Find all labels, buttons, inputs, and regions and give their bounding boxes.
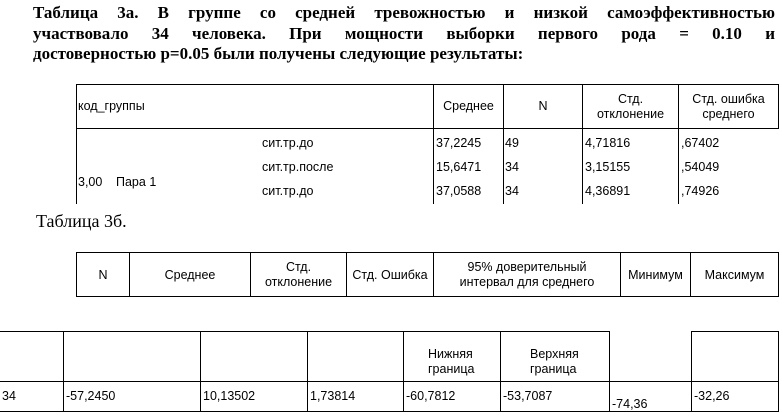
table-3a-header-bottom bbox=[76, 128, 779, 129]
table-3b-top-border bbox=[76, 252, 779, 253]
table-3b-header-ci-1: 95% доверительный bbox=[467, 260, 587, 274]
table-3c-top-border bbox=[0, 331, 610, 332]
table-3a-header-se-2: среднего bbox=[702, 107, 755, 121]
table-3a-row-std: 4,71816 bbox=[585, 136, 631, 150]
table-3a-row-std: 3,15155 bbox=[585, 160, 631, 174]
table-3b-bottom-border bbox=[76, 296, 779, 297]
table-3a-row-n: 49 bbox=[505, 136, 519, 150]
table-3c-col-divider bbox=[63, 331, 64, 412]
table-3a-row-n: 34 bbox=[505, 160, 519, 174]
table-3c-col-divider bbox=[609, 331, 610, 412]
table-3c-cell-lower: -60,7812 bbox=[406, 389, 456, 403]
table-3b-header-mean: Среднее bbox=[164, 268, 216, 282]
table-3c-cell-std: 10,13502 bbox=[203, 389, 256, 403]
table-3c-cell-max: -32,26 bbox=[694, 389, 730, 403]
table-3c-col-divider bbox=[307, 331, 308, 412]
table-3c-header-upper-2: граница bbox=[530, 362, 577, 376]
table-3c-cell-n: 34 bbox=[2, 389, 16, 403]
table-3b-header-ci-2: интервал для среднего bbox=[459, 275, 595, 289]
table-3b-header-std-1: Стд. bbox=[285, 260, 312, 274]
table-3c-header-upper-1: Верхняя bbox=[530, 347, 579, 361]
table-3c-header-lower-2: граница bbox=[428, 362, 475, 376]
table-3a-left-border bbox=[76, 84, 77, 204]
table-3c-cell-min: -74,36 bbox=[612, 397, 648, 411]
table-3a-heading bbox=[33, 3, 775, 65]
table-3b-header-max: Максимум bbox=[704, 268, 765, 282]
table-3a-right-border bbox=[778, 84, 779, 128]
table-3a-row-se: ,67402 bbox=[681, 136, 720, 150]
table-3a-header-std-1: Стд. bbox=[617, 92, 644, 106]
table-3a-row-std: 4,36891 bbox=[585, 184, 631, 198]
table-3c-cell-se: 1,73814 bbox=[310, 389, 356, 403]
table-3c-top-border-right bbox=[691, 331, 779, 332]
table-3a-row-mean: 37,0588 bbox=[436, 184, 482, 198]
table-3b-header-se: Стд. Ошибка bbox=[352, 268, 428, 282]
table-3c-cell-mean: -57,2450 bbox=[66, 389, 116, 403]
table-3c-col-divider bbox=[200, 331, 201, 412]
table-3a-row-se: ,54049 bbox=[681, 160, 720, 174]
heading-line-3: достоверностью р=0.05 были получены следующие результаты: bbox=[33, 44, 524, 63]
table-3b-header-min: Минимум bbox=[628, 268, 683, 282]
table-3c-header-lower-1: Нижняя bbox=[428, 347, 473, 361]
table-3b-header-std-2: отклонение bbox=[264, 275, 333, 289]
table-3a-group-code: 3,00 bbox=[78, 175, 103, 189]
table-3a-row-se: ,74926 bbox=[681, 184, 720, 198]
table-3c-col-divider bbox=[691, 331, 692, 412]
table-3a-header-std-2: отклонение bbox=[596, 107, 665, 121]
heading-line-1: Таблица 3а. В группе со средней тревожностью и низкой самоэффективностью bbox=[33, 3, 775, 22]
table-3b-right-border bbox=[778, 252, 779, 297]
table-3a-top-border bbox=[76, 84, 779, 85]
table-3a-row-label: сит.тр.до bbox=[262, 136, 314, 150]
table-3b-header-n: N bbox=[98, 268, 108, 282]
table-3a-row-mean: 15,6471 bbox=[436, 160, 482, 174]
table-3b-caption: Таблица 3б. bbox=[36, 211, 127, 231]
table-3c-cell-upper: -53,7087 bbox=[503, 389, 553, 403]
table-3a-header-se-1: Стд. ошибка bbox=[692, 92, 765, 106]
table-3c-bottom-border bbox=[0, 411, 779, 412]
table-3c-row-divider bbox=[0, 381, 779, 382]
table-3c-right-border bbox=[778, 331, 779, 412]
table-3c-col-divider bbox=[403, 331, 404, 412]
table-3a-header-mean: Среднее bbox=[443, 99, 494, 113]
table-3a-row-n: 34 bbox=[505, 184, 519, 198]
table-3a-row-mean: 37,2245 bbox=[436, 136, 482, 150]
table-3a-row-label: сит.тр.до bbox=[262, 184, 314, 198]
table-3c-col-divider bbox=[500, 331, 501, 412]
table-3a-header-group: код_группы bbox=[78, 99, 145, 113]
table-3a-row-label: сит.тр.после bbox=[262, 160, 334, 174]
table-3a-pair-label: Пара 1 bbox=[116, 175, 157, 189]
table-3a-header-n: N bbox=[538, 99, 548, 113]
heading-line-2: участвовало 34 человека. При мощности выборки первого рода = 0.10 и bbox=[33, 23, 775, 43]
